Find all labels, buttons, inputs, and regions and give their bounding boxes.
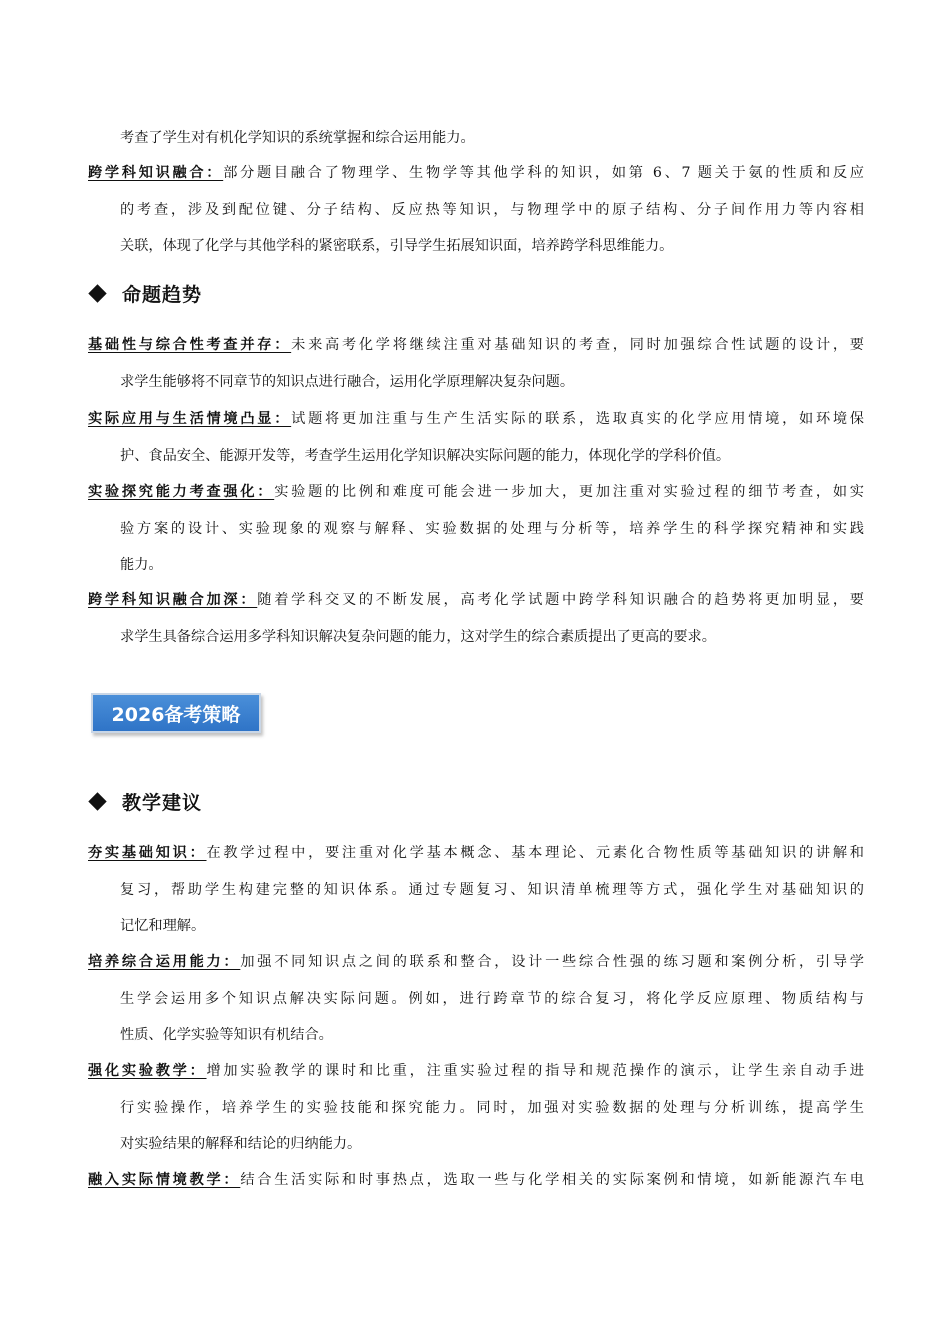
paragraph-lead: 实验探究能力考查强化： bbox=[88, 484, 275, 500]
text-run: 部分题目融合了物理学、生物学等其他学科的知识，如第 6、7 题关于氨的性质和反应 bbox=[223, 165, 864, 181]
diamond-bullet-icon bbox=[88, 284, 106, 302]
text-line: 对实验结果的解释和结论的归纳能力。 bbox=[120, 1136, 362, 1152]
paragraph-lead: 实际应用与生活情境凸显： bbox=[88, 411, 292, 427]
text-line: 记忆和理解。 bbox=[120, 918, 206, 934]
section-heading-trend bbox=[88, 280, 202, 307]
text-line: 能力。 bbox=[120, 557, 163, 573]
text-line bbox=[88, 327, 864, 364]
text-run: 未来高考化学将继续注重对基础知识的考查，同时加强综合性试题的设计，要 bbox=[291, 337, 864, 353]
heading-text: 命题趋势 bbox=[122, 284, 203, 306]
paragraph-trend-4 bbox=[88, 582, 864, 655]
paragraph-teaching-2 bbox=[88, 944, 864, 1054]
text-line: 的考查，涉及到配位键、分子结构、反应热等知识，与物理学中的原子结构、分子间作用力等内容相 bbox=[120, 201, 864, 218]
text-run: 增加实验教学的课时和比重，注重实验过程的指导和规范操作的演示，让学生亲自动手进 bbox=[206, 1063, 864, 1079]
paragraph-trend-3 bbox=[88, 474, 864, 584]
paragraph-lead: 基础性与综合性考查并存： bbox=[88, 337, 292, 353]
section-banner: 2026备考策略 bbox=[91, 693, 261, 733]
heading-text: 教学建议 bbox=[122, 792, 203, 814]
text-run: 实验题的比例和难度可能会进一步加大，更加注重对实验过程的细节考查，如实 bbox=[274, 484, 864, 500]
text-line bbox=[88, 155, 864, 192]
text-line: 考查了学生对有机化学知识的系统掌握和综合运用能力。 bbox=[120, 130, 475, 146]
paragraph-teaching-1 bbox=[88, 835, 864, 945]
text-line bbox=[88, 835, 864, 872]
text-run: 试题将更加注重与生产生活实际的联系，选取真实的化学应用情境，如环境保 bbox=[291, 411, 864, 427]
paragraph-teaching-3 bbox=[88, 1053, 864, 1163]
text-run: 结合生活实际和时事热点，选取一些与化学相关的实际案例和情境，如新能源汽车电 bbox=[240, 1172, 864, 1188]
section-heading-teaching bbox=[88, 788, 202, 815]
text-run: 随着学科交叉的不断发展，高考化学试题中跨学科知识融合的趋势将更加明显，要 bbox=[257, 592, 864, 608]
text-line bbox=[88, 1053, 864, 1090]
text-run: 在教学过程中，要注重对化学基本概念、基本理论、元素化合物性质等基础知识的讲解和 bbox=[206, 845, 864, 861]
text-run: 加强不同知识点之间的联系和整合，设计一些综合性强的练习题和案例分析，引导学 bbox=[240, 954, 864, 970]
text-line: 复习，帮助学生构建完整的知识体系。通过专题复习、知识清单梳理等方式，强化学生对基础知识的 bbox=[120, 881, 864, 898]
diamond-bullet-icon bbox=[88, 792, 106, 810]
text-line bbox=[88, 944, 864, 981]
text-line: 关联，体现了化学与其他学科的紧密联系，引导学生拓展知识面，培养跨学科思维能力。 bbox=[120, 238, 674, 254]
text-line: 生学会运用多个知识点解决实际问题。例如，进行跨章节的综合复习，将化学反应原理、物质结构与 bbox=[120, 990, 864, 1007]
text-line: 护、食品安全、能源开发等，考查学生运用化学知识解决实际问题的能力，体现化学的学科价值。 bbox=[120, 447, 731, 464]
paragraph-lead: 融入实际情境教学： bbox=[88, 1172, 241, 1188]
text-line: 求学生具备综合运用多学科知识解决复杂问题的能力，这对学生的综合素质提出了更高的要求。 bbox=[120, 628, 716, 645]
text-line: 求学生能够将不同章节的知识点进行融合，运用化学原理解决复杂问题。 bbox=[120, 373, 575, 390]
text-line bbox=[88, 1162, 864, 1199]
text-line bbox=[88, 474, 864, 511]
paragraph-lead: 夯实基础知识： bbox=[88, 845, 207, 861]
paragraph-trend-2 bbox=[88, 401, 864, 474]
paragraph-lead: 强化实验教学： bbox=[88, 1063, 207, 1079]
text-line bbox=[88, 401, 864, 438]
paragraph-lead: 培养综合运用能力： bbox=[88, 954, 241, 970]
paragraph-lead: 跨学科知识融合加深： bbox=[88, 592, 258, 608]
paragraph-interdisciplinary bbox=[88, 155, 864, 265]
paragraph-teaching-4 bbox=[88, 1162, 864, 1199]
text-line: 验方案的设计、实验现象的观察与解释、实验数据的处理与分析等，培养学生的科学探究精神和实践 bbox=[120, 520, 864, 537]
text-line: 行实验操作，培养学生的实验技能和探究能力。同时，加强对实验数据的处理与分析训练，提高学生 bbox=[120, 1099, 864, 1116]
text-line bbox=[88, 582, 864, 619]
text-line: 性质、化学实验等知识有机结合。 bbox=[120, 1027, 333, 1043]
paragraph-continuation bbox=[88, 120, 864, 157]
paragraph-lead: 跨学科知识融合： bbox=[88, 165, 224, 181]
paragraph-trend-1 bbox=[88, 327, 864, 400]
